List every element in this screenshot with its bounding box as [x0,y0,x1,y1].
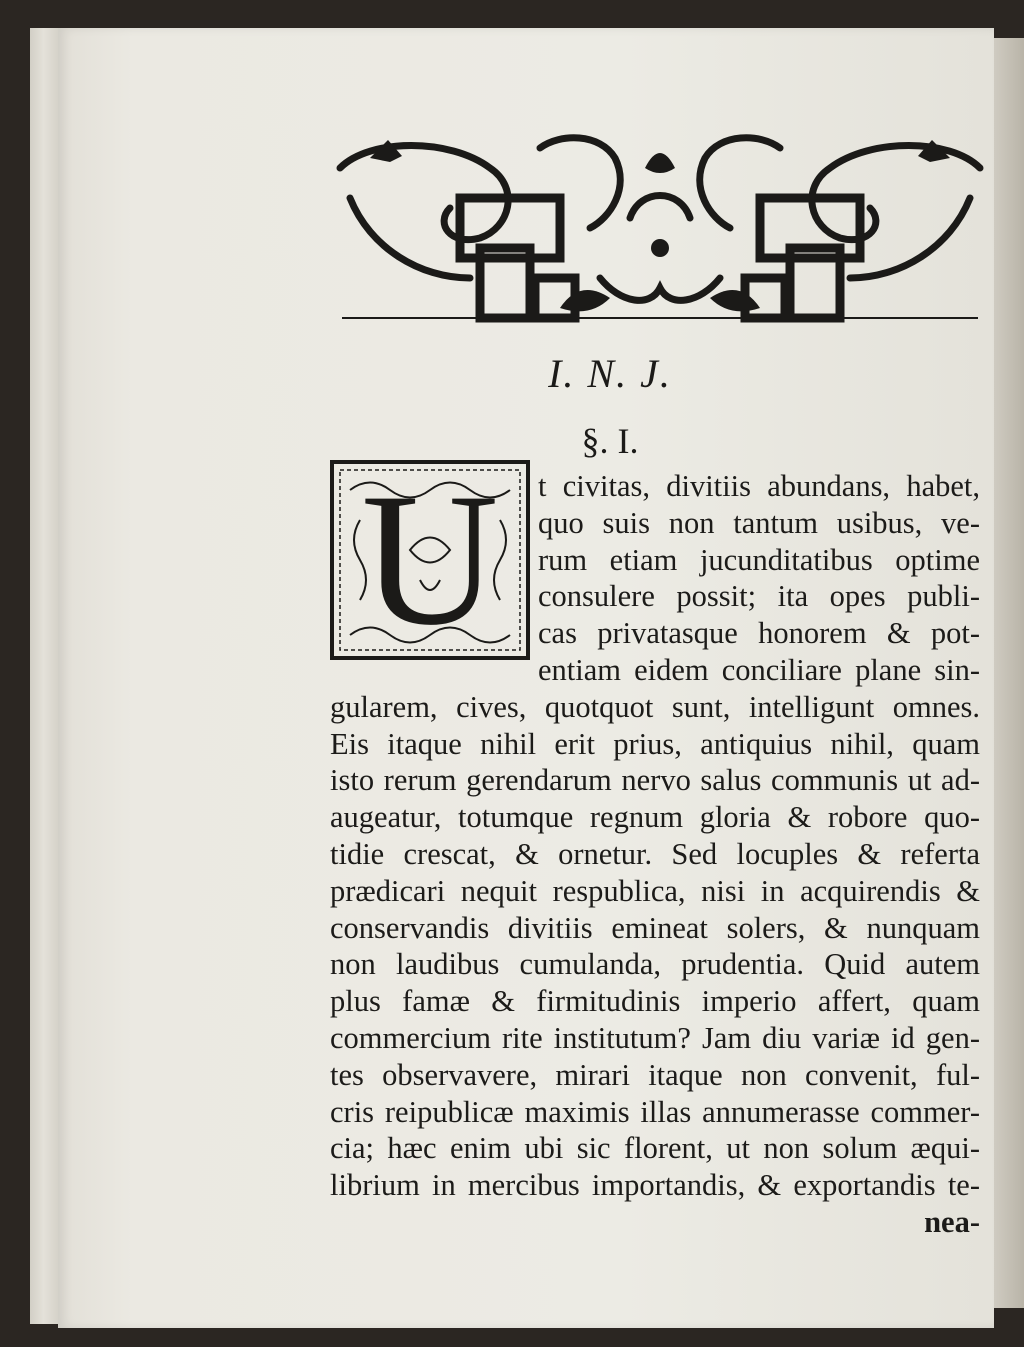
headpiece-ornament-icon [330,128,990,328]
text-line: tes observavere, mirari itaque non convenit, ful- [330,1057,980,1092]
page-edge-right [994,38,1024,1308]
text-line: cas privatasque honorem & pot- [538,616,980,651]
invocation-heading: I. N. J. [548,351,672,396]
text-line: commercium rite institutum? Jam diu variæ id gen- [330,1020,980,1055]
text-line: conservandis divitiis emineat solers, & nunquam [330,910,980,945]
catchword: nea- [924,1204,980,1239]
text-line: consulere possit; ita opes publi- [538,579,980,614]
text-line: cia; hæc enim ubi sic florent, ut non solum æqui- [330,1131,980,1166]
text-line: plus famæ & firmitudinis imperio affert, quam [330,984,980,1019]
text-line: isto rerum gerendarum nervo salus communis ut ad- [330,763,980,798]
text-line: entiam eidem conciliare plane sin- [538,652,980,687]
text-line: Eis itaque nihil erit prius, antiquius nihil, quam [330,726,980,761]
body-text [330,468,980,1241]
text-line: quo suis non tantum usibus, ve- [538,505,980,540]
text-line: prædicari nequit respublica, nisi in acquirendis & [330,873,980,908]
text-line: cris reipublicæ maximis illas annumerasse commer- [330,1094,980,1129]
text-line: librium in mercibus importandis, & exportandis te- [330,1168,980,1203]
text-line: rum etiam jucunditatibus optime [538,542,980,577]
text-line: non laudibus cumulanda, prudentia. Quid autem [330,947,980,982]
text-line: gularem, cives, quotquot sunt, intelligunt omnes. [330,689,980,724]
text-line: t civitas, divitiis abundans, habet, [538,469,980,503]
text-line: augeatur, totumque regnum gloria & robore quo- [330,800,980,835]
drop-cap-letter: U [361,455,499,665]
text-line: tidie crescat, & ornetur. Sed locuples & referta [330,836,980,871]
section-mark: §. I. [581,421,639,461]
